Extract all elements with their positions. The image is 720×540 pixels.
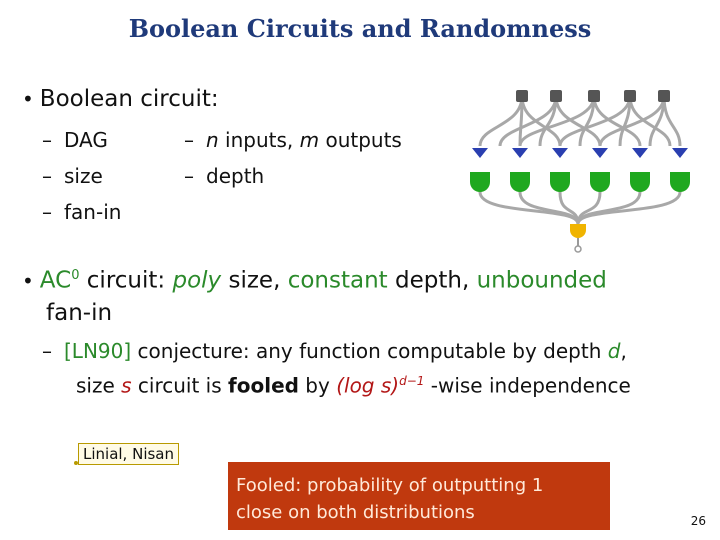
sub-item-inputs-outputs: – n inputs, m outputs — [184, 128, 402, 152]
citation-anchor-icon — [74, 461, 78, 465]
bullet-ac0: • $AC^0$ circuit: poly size, constant depth, unbounded fan-in — [22, 260, 682, 329]
conjecture-line2: size s circuit is fooled by (log s)$^{d-1}$ -wise independence — [76, 373, 631, 398]
sub-item-fanin: – fan-in — [42, 200, 122, 224]
fooled-definition-callout: Fooled: probability of outputting 1 close on both distributions — [228, 462, 610, 530]
bullet-boolean-circuit — [22, 86, 219, 112]
sub-item-depth: – depth — [184, 164, 265, 188]
circuit-diagram — [466, 86, 706, 256]
sub-item-conjecture: – [LN90] conjecture: any function computable by depth d, size s circuit is fooled by (log s)$^{d-1}$ -wise independence — [42, 336, 702, 401]
slide-title: Boolean Circuits and Randomness — [128, 14, 592, 43]
bullet-dot-icon: • — [22, 268, 34, 293]
sub-item-size: – size — [42, 164, 103, 188]
bullet-text: Boolean circuit: — [39, 86, 219, 112]
citation-tag: Linial, Nisan — [78, 443, 179, 465]
page-number: 26 — [690, 514, 706, 528]
sub-item-dag: – DAG — [42, 128, 108, 152]
bullet-ac0-line2: fan-in — [46, 299, 113, 326]
bullet-dot-icon: • — [22, 87, 34, 111]
